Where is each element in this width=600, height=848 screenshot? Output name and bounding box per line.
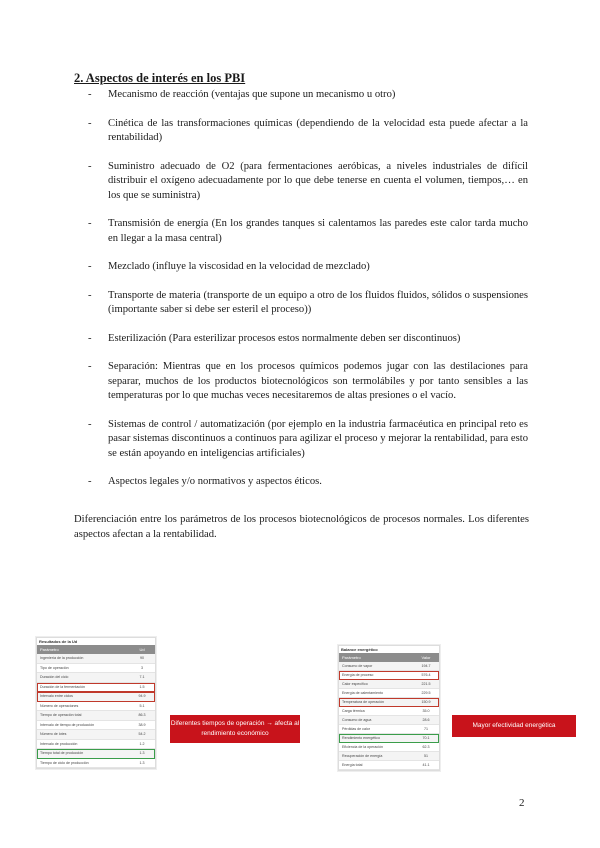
section-heading: 2. Aspectos de interés en los PBI (74, 71, 246, 85)
right-callout-text: Mayor efectividad energética (472, 722, 556, 729)
table-cell-label: Intervalo de tiempo de producción (40, 722, 95, 727)
table-cell-label: Pérdidas de calor (342, 727, 370, 731)
table-row (37, 749, 155, 759)
table-cell-label: Recuperación de energía (342, 754, 383, 758)
table-row (339, 689, 439, 698)
table-row (339, 707, 439, 716)
table-cell-label: Calor específico (342, 682, 368, 686)
table-cell-label: Energía de calentamiento (342, 691, 383, 695)
list-item-text: Mezclado (influye la viscosidad en la velocidad de mezclado) (108, 261, 370, 272)
table-cell-label: Tiempo de operación total (40, 713, 82, 718)
table-cell-label: Carga térmica (342, 709, 365, 713)
table-cell-label: Eficiencia de la operación (342, 745, 383, 749)
table-row (37, 702, 155, 712)
list-item (88, 160, 528, 204)
bullet-dash: - (88, 289, 92, 301)
bullet-dash: - (88, 476, 92, 487)
list-item (88, 88, 528, 103)
table-row (37, 759, 155, 769)
table-row (339, 716, 439, 725)
table-cell-value: 94.9 (138, 694, 146, 699)
header-cell: Parámetro (342, 655, 361, 660)
table-row (37, 692, 155, 702)
bullet-dash: - (88, 418, 92, 430)
table-cell-label: Energía de proceso (342, 673, 374, 677)
bullet-dash: - (88, 332, 92, 344)
table-row (339, 662, 439, 671)
table-cell-value: 3 (141, 665, 143, 670)
table-cell-value: 5.1 (139, 703, 145, 708)
header-cell: Parámetro (40, 647, 59, 652)
bullet-dash: - (88, 89, 92, 100)
table-row (37, 721, 155, 731)
list-item (88, 117, 528, 146)
table-caption: Resultados de la Ud (39, 639, 78, 644)
table-cell-label: Duración del ciclo (40, 675, 69, 680)
table-cell-label: Ingeniería de la producción (40, 656, 84, 661)
list-item (88, 217, 528, 246)
table-cell-value: 71 (424, 727, 428, 731)
table-row (339, 698, 439, 707)
table-cell-value: 54.2 (138, 732, 146, 737)
list-item-text: Mecanismo de reacción (ventajas que supone un mecanismo u otro) (108, 89, 396, 100)
list-item (88, 360, 528, 404)
left-callout-box (170, 715, 300, 743)
table-row (339, 761, 439, 770)
table-cell-value: 221.5 (421, 682, 431, 686)
table-row (339, 671, 439, 680)
table-cell-label: Consumo de vapor (342, 664, 373, 668)
left-table-figure (36, 637, 156, 769)
list-item-text: Transporte de materia (transporte de un equipo a otro de los fluidos fluidos, sólidos o suspensiones (importante saber si debe ser esteril el proceso)) (108, 289, 528, 315)
table-row (37, 740, 155, 750)
table-cell-value: 62.3 (422, 745, 430, 749)
table-cell-label: Intervalo entre ciclos (40, 694, 73, 699)
table-cell-value: 86.3 (138, 713, 146, 718)
header-cell: Ud (139, 647, 145, 652)
table-row (37, 673, 155, 683)
table-cell-label: Energía total (342, 763, 363, 767)
table-row (339, 725, 439, 734)
table-cell-value: 150.9 (421, 700, 431, 704)
table-header (339, 653, 439, 662)
table-body (339, 662, 439, 770)
table-row (339, 743, 439, 752)
table-header (37, 645, 155, 654)
table-row (339, 734, 439, 743)
table-cell-value: 38.9 (138, 722, 146, 727)
list-item-text: Cinética de las transformaciones químicas (dependiendo de la velocidad esta puede afectar a la rentabilidad) (108, 117, 528, 143)
table-cell-label: Tiempo de ciclo de producción (40, 760, 89, 765)
table-cell-label: Intervalo de producción (40, 741, 78, 746)
right-callout-box (452, 715, 576, 737)
table-cell-label: Tiempo total de producción (40, 751, 84, 756)
bullet-dash: - (88, 117, 92, 129)
summary-paragraph: Diferenciación entre los parámetros de los procesos biotecnológicos de procesos normales. Los diferentes aspectos afectan a la rentabilidad. (74, 514, 529, 540)
list-item-text: Aspectos legales y/o normativos y aspectos éticos. (108, 476, 322, 487)
table-cell-label: Tipo de operación (40, 665, 69, 670)
table-cell-value: 51 (424, 754, 428, 758)
table-cell-value: 1.2 (139, 741, 145, 746)
table-row (37, 683, 155, 693)
list-item-text: Sistemas de control / automatización (por ejemplo en la industria farmacéutica en principal reto es pasar sistemas discontinuos a continuos para agilizar el proceso y mejorar la rentabilidad, para esto se están apoyando en inteligencias artificiales) (108, 418, 528, 459)
bullet-dash: - (88, 160, 92, 172)
list-item-text: Suministro adecuado de O2 (para fermentaciones aeróbicas, a niveles industriales de difícil distribuir el oxígeno adecuadamente por lo que debe tenerse en cuenta el volumen, tiempos,… en los que se suministra) (108, 160, 528, 201)
table-row (37, 654, 155, 664)
table-cell-label: Temperatura de operación (342, 700, 384, 704)
header-cell: Valor (421, 655, 431, 660)
table-cell-label: Número de lotes (40, 732, 67, 737)
table-row (339, 752, 439, 761)
table-cell-value: 1.3 (139, 751, 145, 756)
table-cell-label: Duración de la fermentación (40, 684, 85, 689)
table-row (37, 711, 155, 721)
list-item (88, 475, 528, 490)
table-body (37, 654, 155, 768)
list-item (88, 289, 528, 318)
table-cell-value: 7.1 (139, 675, 145, 680)
table-caption: Balance energético (341, 647, 378, 652)
right-table-figure (338, 645, 440, 771)
table-cell-value: 194.7 (421, 664, 431, 668)
table-cell-value: 35.0 (422, 709, 430, 713)
bullet-list (88, 88, 528, 504)
page-number: 2 (519, 797, 525, 809)
list-item (88, 260, 528, 275)
table-cell-value: 41.1 (422, 763, 430, 767)
left-callout-text: Diferentes tiempos de operación → afecta al rendimiento económico (170, 720, 300, 737)
table-row (37, 730, 155, 740)
table-cell-value: 1.5 (139, 684, 145, 689)
table-cell-value: 90 (140, 656, 144, 661)
bullet-dash: - (88, 361, 92, 372)
table-cell-label: Número de operaciones (40, 703, 79, 708)
table-row (37, 664, 155, 674)
table-cell-value: 1.3 (139, 760, 145, 765)
bullet-dash: - (88, 261, 92, 272)
table-cell-label: Consumo de agua (342, 718, 372, 722)
table-row (339, 680, 439, 689)
list-item (88, 418, 528, 462)
table-cell-value: 576.4 (421, 673, 431, 677)
list-item (88, 332, 528, 347)
bullet-dash: - (88, 218, 92, 229)
table-cell-value: 28.6 (422, 718, 430, 722)
list-item-text: Esterilización (Para esterilizar procesos estos normalmente deben ser discontinuos) (108, 332, 461, 344)
list-item-text: Separación: Mientras que en los procesos químicos podemos jugar con las destilaciones para separar, muchos de los productos biotecnológicos son termolábiles y por tanto sensibles a las temperaturas por lo que muchas veces necesitaremos de altas presiones o el vacío. (108, 361, 528, 401)
table-cell-value: 229.5 (421, 691, 431, 695)
table-cell-value: 70.1 (422, 736, 430, 740)
table-cell-label: Rendimiento energético (342, 736, 380, 740)
list-item-text: Transmisión de energía (En los grandes tanques si calentamos las paredes este calor tarda mucho en llegar a la masa central) (108, 218, 528, 244)
